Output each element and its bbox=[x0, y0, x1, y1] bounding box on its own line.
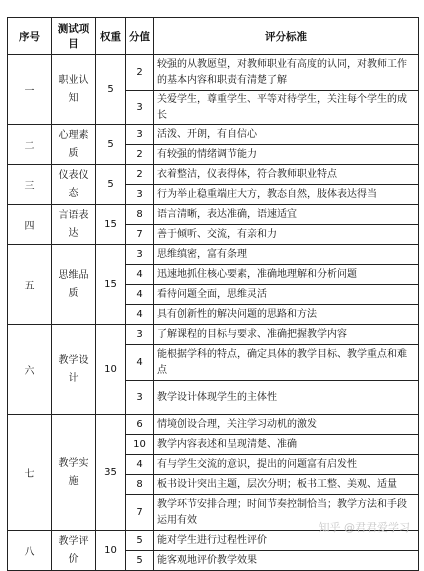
sub-standard: 了解课程的目标与要求、准确把握教学内容 bbox=[154, 325, 419, 345]
header-item: 测试项目 bbox=[52, 18, 96, 55]
sub-standard: 情境创设合理，关注学习动机的激发 bbox=[154, 415, 419, 435]
sub-standard: 有与学生交流的意识，提出的问题富有启发性 bbox=[154, 455, 419, 475]
sub-score: 4 bbox=[126, 455, 154, 475]
sub-standard: 板书设计突出主题，层次分明；板书工整、美观、适量 bbox=[154, 475, 419, 495]
sub-standard: 语言清晰，表达准确，语速适宜 bbox=[154, 205, 419, 225]
sub-score: 6 bbox=[126, 415, 154, 435]
sub-standard: 能客观地评价教学效果 bbox=[154, 551, 419, 571]
row-item: 思维品质 bbox=[52, 245, 96, 325]
row-seq: 四 bbox=[8, 205, 52, 245]
sub-standard: 行为举止稳重端庄大方，教态自然，肢体表达得当 bbox=[154, 185, 419, 205]
row-seq: 六 bbox=[8, 325, 52, 415]
sub-score: 4 bbox=[126, 345, 154, 381]
sub-standard: 迅速地抓住核心要素，准确地理解和分析问题 bbox=[154, 265, 419, 285]
row-weight: 5 bbox=[96, 125, 126, 165]
row-seq: 三 bbox=[8, 165, 52, 205]
sub-score: 8 bbox=[126, 475, 154, 495]
header-weight: 权重 bbox=[96, 18, 126, 55]
row-item: 言语表达 bbox=[52, 205, 96, 245]
row-item: 教学评价 bbox=[52, 531, 96, 571]
row-weight: 5 bbox=[96, 165, 126, 205]
sub-score: 4 bbox=[126, 285, 154, 305]
table-row bbox=[8, 205, 419, 225]
sub-score: 3 bbox=[126, 125, 154, 145]
sub-score: 2 bbox=[126, 55, 154, 91]
table-row bbox=[8, 325, 419, 345]
row-weight: 10 bbox=[96, 325, 126, 415]
sub-standard: 较强的从教愿望，对教师职业有高度的认同，对教师工作的基本内容和职责有清楚了解 bbox=[154, 55, 419, 91]
sub-standard: 关爱学生，尊重学生、平等对待学生，关注每个学生的成长 bbox=[154, 91, 419, 125]
row-seq: 二 bbox=[8, 125, 52, 165]
sub-standard: 有较强的情绪调节能力 bbox=[154, 145, 419, 165]
header-seq: 序号 bbox=[8, 18, 52, 55]
row-weight: 5 bbox=[96, 55, 126, 125]
table-row bbox=[8, 165, 419, 185]
row-item: 心理素质 bbox=[52, 125, 96, 165]
row-weight: 10 bbox=[96, 531, 126, 571]
header-standard: 评分标准 bbox=[154, 18, 419, 55]
sub-standard: 活泼、开朗，有自信心 bbox=[154, 125, 419, 145]
row-weight: 15 bbox=[96, 245, 126, 325]
sub-score: 3 bbox=[126, 185, 154, 205]
sub-score: 4 bbox=[126, 305, 154, 325]
sub-score: 7 bbox=[126, 225, 154, 245]
sub-score: 8 bbox=[126, 205, 154, 225]
row-weight: 35 bbox=[96, 415, 126, 531]
sub-standard: 教学环节安排合理；时间节奏控制恰当；教学方法和手段运用有效 bbox=[154, 495, 419, 531]
header-row bbox=[8, 18, 419, 55]
sub-standard: 衣着整洁，仪表得体，符合教师职业特点 bbox=[154, 165, 419, 185]
sub-standard: 思维缜密，富有条理 bbox=[154, 245, 419, 265]
sub-standard: 教学内容表述和呈现清楚、准确 bbox=[154, 435, 419, 455]
sub-standard: 善于倾听、交流，有亲和力 bbox=[154, 225, 419, 245]
row-item: 教学设计 bbox=[52, 325, 96, 415]
table-row bbox=[8, 245, 419, 265]
sub-standard: 能根据学科的特点，确定具体的教学目标、教学重点和难点 bbox=[154, 345, 419, 381]
sub-score: 2 bbox=[126, 165, 154, 185]
table-row bbox=[8, 55, 419, 91]
sub-standard: 具有创新性的解决问题的思路和方法 bbox=[154, 305, 419, 325]
sub-score: 3 bbox=[126, 245, 154, 265]
sub-score: 3 bbox=[126, 381, 154, 415]
row-seq: 八 bbox=[8, 531, 52, 571]
sub-score: 5 bbox=[126, 551, 154, 571]
sub-score: 3 bbox=[126, 325, 154, 345]
sub-score: 4 bbox=[126, 265, 154, 285]
row-seq: 七 bbox=[8, 415, 52, 531]
row-seq: 五 bbox=[8, 245, 52, 325]
sub-score: 10 bbox=[126, 435, 154, 455]
header-score: 分值 bbox=[126, 18, 154, 55]
sub-score: 2 bbox=[126, 145, 154, 165]
scoring-table bbox=[7, 17, 419, 571]
watermark: 知乎 @君君爱学习 bbox=[318, 521, 410, 534]
sub-standard: 看待问题全面，思维灵活 bbox=[154, 285, 419, 305]
sub-score: 3 bbox=[126, 91, 154, 125]
sub-score: 5 bbox=[126, 531, 154, 551]
table-row bbox=[8, 125, 419, 145]
row-weight: 15 bbox=[96, 205, 126, 245]
row-item: 仪表仪态 bbox=[52, 165, 96, 205]
row-item: 教学实施 bbox=[52, 415, 96, 531]
table-row bbox=[8, 415, 419, 435]
sub-standard: 教学设计体现学生的主体性 bbox=[154, 381, 419, 415]
row-seq: 一 bbox=[8, 55, 52, 125]
sub-score: 7 bbox=[126, 495, 154, 531]
row-item: 职业认知 bbox=[52, 55, 96, 125]
sub-standard: 能对学生进行过程性评价 bbox=[154, 531, 419, 551]
